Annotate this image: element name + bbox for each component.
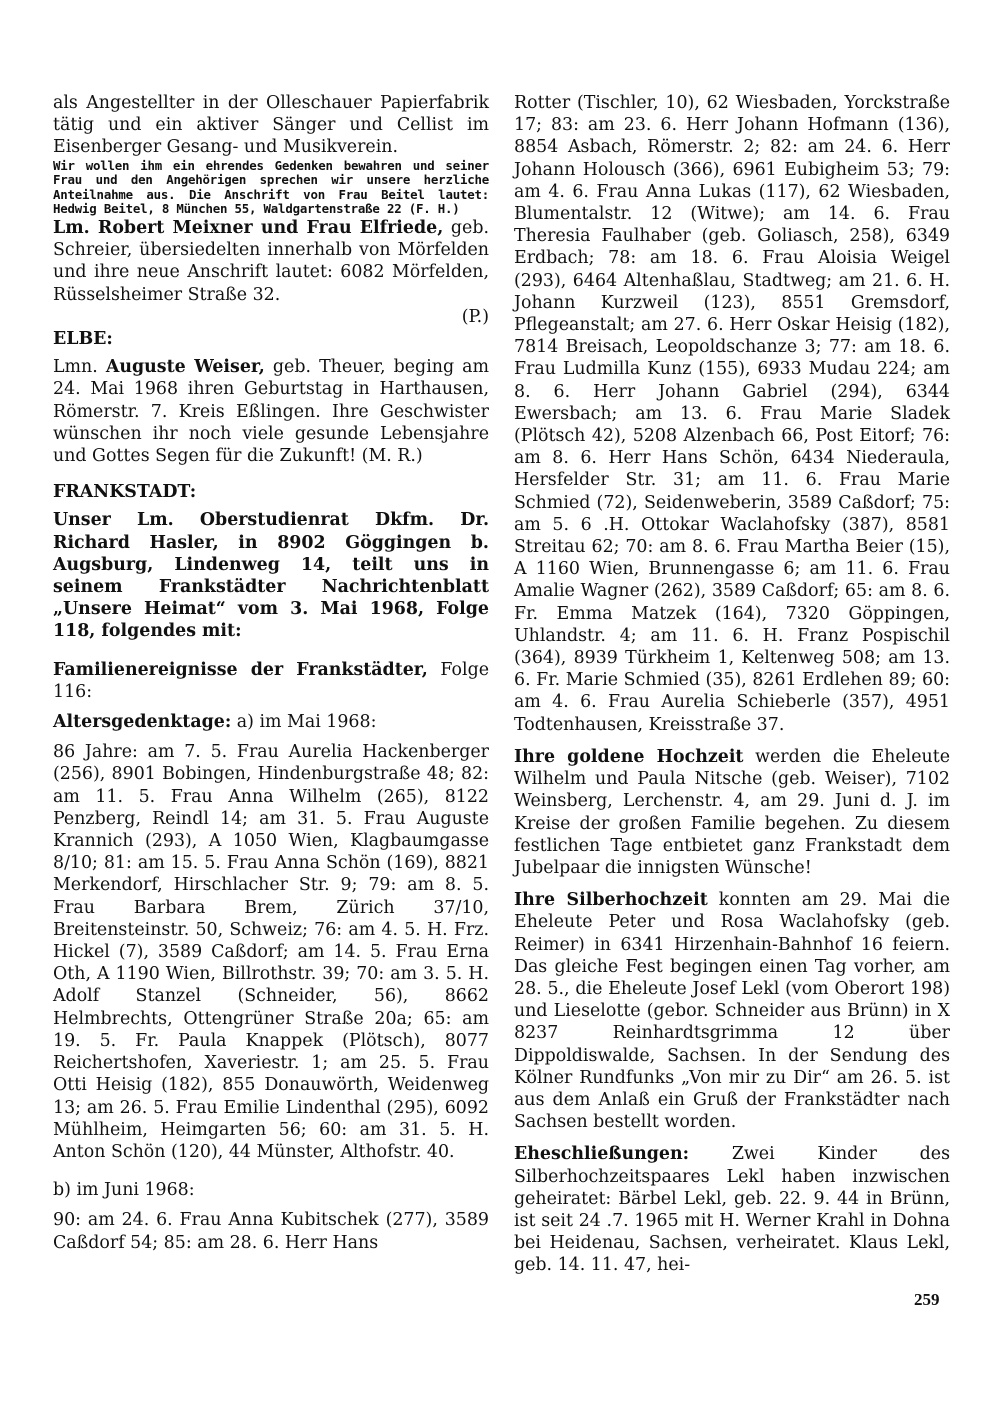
june-heading: b) im Juni 1968: [53, 1180, 195, 1201]
right-column [514, 92, 950, 1277]
family-events-heading [53, 659, 489, 703]
move-paragraph [53, 217, 489, 306]
memorial-note: Wir wollen ihm ein ehrendes Gedenken bewahren und seiner Frau und den Angehörigen sprechen wir unsere herzliche Anteilnahme aus. Die Anschrift von Frau Beitel lautet: Hedwig Beitel, 8 München 55, Waldgartenstraße 22 (F. H.) [53, 157, 489, 217]
marriages-paragraph [514, 1143, 950, 1276]
silver-wedding-bold: Ihre Silberhochzeit [514, 890, 708, 911]
silver-wedding-paragraph [514, 889, 950, 1133]
left-column [53, 92, 489, 1254]
intro-paragraph: als Angestellter in der Olleschauer Papierfabrik tätig und ein aktiver Sänger und Cellist im Eisenberger Gesang- und Musikverein. [53, 93, 489, 158]
move-name: Lm. Robert Meixner und Frau Elfriede, [53, 217, 444, 238]
frankstadt-heading: FRANKSTADT: [53, 482, 197, 503]
birthdays-bold: Altersgedenktage: [53, 712, 232, 733]
elbe-name: Auguste Weiser, [105, 357, 265, 378]
may-birthday-list: 86 Jahre: am 7. 5. Frau Aurelia Hackenberger (256), 8901 Bobingen, Hindenburgstraße 48; 82: am 11. 5. Frau Anna Wilhelm (265), 8122 Penzberg, Reindl 14; am 31. 5. Frau Auguste Krannich (293), A 1050 Wien, Klagbaumgasse 8/10; 81: am 15. 5. Frau Anna Schön (169), 8821 Merkendorf, Hirschlacher Str. 9; 79: am 8. 5. Frau Barbara Brem, Zürich 37/10, Breitensteinstr. 50, Schweiz; 76: am 4. 5. H. Frz. Hickel (7), 3589 Caßdorf; am 14. 5. Frau Erna Oth, A 1190 Wien, Billrothstr. 39; 70: am 3. 5. H. Adolf Stanzel (Schneider, 56), 8662 Helmbrechts, Ottengrüner Straße 20a; 65: am 19. 5. Fr. Paula Knappek (Plötsch), 8077 Reichertshofen, Xaveriestr. 1; am 25. 5. Frau Otti Heisig (182), 855 Donauwörth, Weidenweg 13; am 26. 5. Frau Emilie Lindenthal (295), 6092 Mühlheim, Heimgarten 56; 60: am 31. 5. H. Anton Schön (120), 44 Münster, Althofstr. 40. [53, 742, 489, 1162]
elbe-prefix: Lmn. [53, 357, 98, 378]
family-events-bold: Familienereignisse der Frankstädter, [53, 659, 428, 680]
marriages-text: Zwei Kinder des Silberhochzeitspaares Lekl haben inzwischen geheiratet: Bärbel Lekl, geb. 22. 9. 44 in Brünn, ist seit 24 .7. 1965 mit H. Werner Krahl in Dohna bei Heidenau, Sachsen, verheiratet. Klaus Lekl, geb. 14. 11. 47, hei- [514, 1144, 950, 1276]
frankstadt-intro: Unser Lm. Oberstudienrat Dkfm. Dr. Richard Hasler, in 8902 Göggingen b. Augsburg, Lindenweg 14, teilt uns in seinem Frankstädter Nachrichtenblatt „Unsere Heimat“ vom 3. Mai 1968, Folge 118, folgendes mit: [53, 510, 489, 642]
page-number: 259 [914, 1290, 940, 1309]
golden-wedding-text: werden die Eheleute Wilhelm und Paula Nitsche (geb. Weiser), 7102 Weinsberg, Lerchenstr. 4, am 29. Juni d. J. im Kreise der großen Familie begehen. Zu diesem festlichen Tage entbietet ganz Frankstadt dem Jubelpaar die innigsten Wünsche! [514, 746, 950, 878]
move-text: geb. Schreier, übersiedelten innerhalb von Mörfelden und ihre neue Anschrift lautet: 6082 Mörfelden, Rüsselsheimer Straße 32. [53, 217, 489, 305]
marriages-bold: Eheschließungen: [514, 1144, 690, 1165]
elbe-text: geb. Theuer, beging am 24. Mai 1968 ihren Geburtstag in Harthausen, Römerstr. 7. Kreis Eßlingen. Ihre Geschwister wünschen ihr noch viele gesunde Lebensjahre und Gottes Segen für die Zukunft! (M. R.) [53, 357, 489, 467]
birthdays-heading [53, 711, 489, 733]
family-events-rest: Folge 116: [53, 659, 489, 702]
birthdays-rest: a) im Mai 1968: [236, 712, 377, 733]
silver-wedding-text: konnten am 29. Mai die Eheleute Peter und Rosa Waclahofsky (geb. Reimer) in 6341 Hirzenhain-Bahnhof 16 feiern. Das gleiche Fest begingen einen Tag vorher, am 28. 5., die Eheleute Josef Lekl (vom Oberort 198) und Lieselotte (gebor. Schneider aus Brünn) in X 8237 Reinhardtsgrimma 12 über Dippoldiswalde, Sachsen. In der Sendung des Kölner Rundfunks „Von mir zu Dir“ am 26. 5. ist aus dem Anlaß ein Gruß der Frankstädter nach Sachsen bestellt worden. [514, 890, 950, 1133]
june-list-start: 90: am 24. 6. Frau Anna Kubitschek (277), 3589 Caßdorf 54; 85: am 28. 6. Herr Hans [53, 1210, 489, 1253]
golden-wedding-paragraph [514, 746, 950, 879]
move-signature: (P.) [461, 306, 489, 327]
golden-wedding-bold: Ihre goldene Hochzeit [514, 746, 744, 767]
elbe-paragraph [53, 356, 489, 467]
elbe-heading: ELBE: [53, 329, 113, 349]
june-list-continued: Rotter (Tischler, 10), 62 Wiesbaden, Yorckstraße 17; 83: am 23. 6. Herr Johann Hofmann (136), 8854 Asbach, Römerstr. 2; 82: am 24. 6. Herr Johann Holousch (366), 6961 Eubigheim 53; 79: am 4. 6. Frau Anna Lukas (117), 62 Wiesbaden, Blumentalstr. 12 (Witwe); am 14. 6. Frau Theresia Faulhaber (geb. Goliasch, 258), 6349 Erdbach; 78: am 18. 6. Frau Aloisia Weigel (293), 6464 Altenhaßlau, Stadtweg; am 21. 6. H. Johann Kurzweil (123), 8551 Gremsdorf, Pflegeanstalt; am 27. 6. Herr Oskar Heisig (182), 7814 Breisach, Leopoldschanze 3; 77: am 18. 6. Frau Ludmilla Kunz (155), 6933 Mudau 224; am 8. 6. Herr Johann Gabriel (294), 6344 Ewersbach; am 13. 6. Frau Marie Sladek (Plötsch 42), 5208 Alzenbach 66, Post Eitorf; 76: am 8. 6. Herr Hans Schön, 6434 Niederaula, Hersfelder Str. 31; am 11. 6. Frau Marie Schmied (72), Seidenweberin, 3589 Caßdorf; 75: am 5. 6 .H. Ottokar Waclahofsky (387), 8581 Streitau 62; 70: am 8. 6. Frau Martha Beier (15), A 1160 Wien, Brunnengasse 6; am 11. 6. Frau Amalie Wagner (262), 3589 Caßdorf; 65: am 8. 6. Fr. Emma Matzek (164), 7320 Göppingen, Uhlandstr. 4; am 11. 6. H. Franz Pospischil (364), 8939 Türkheim 1, Keltenweg 508; am 13. 6. Fr. Marie Schmied (35), 8261 Erdlehen 89; 60: am 4. 6. Frau Aurelia Schieberle (357), 4951 Todtenhausen, Kreisstraße 37. [514, 93, 950, 735]
